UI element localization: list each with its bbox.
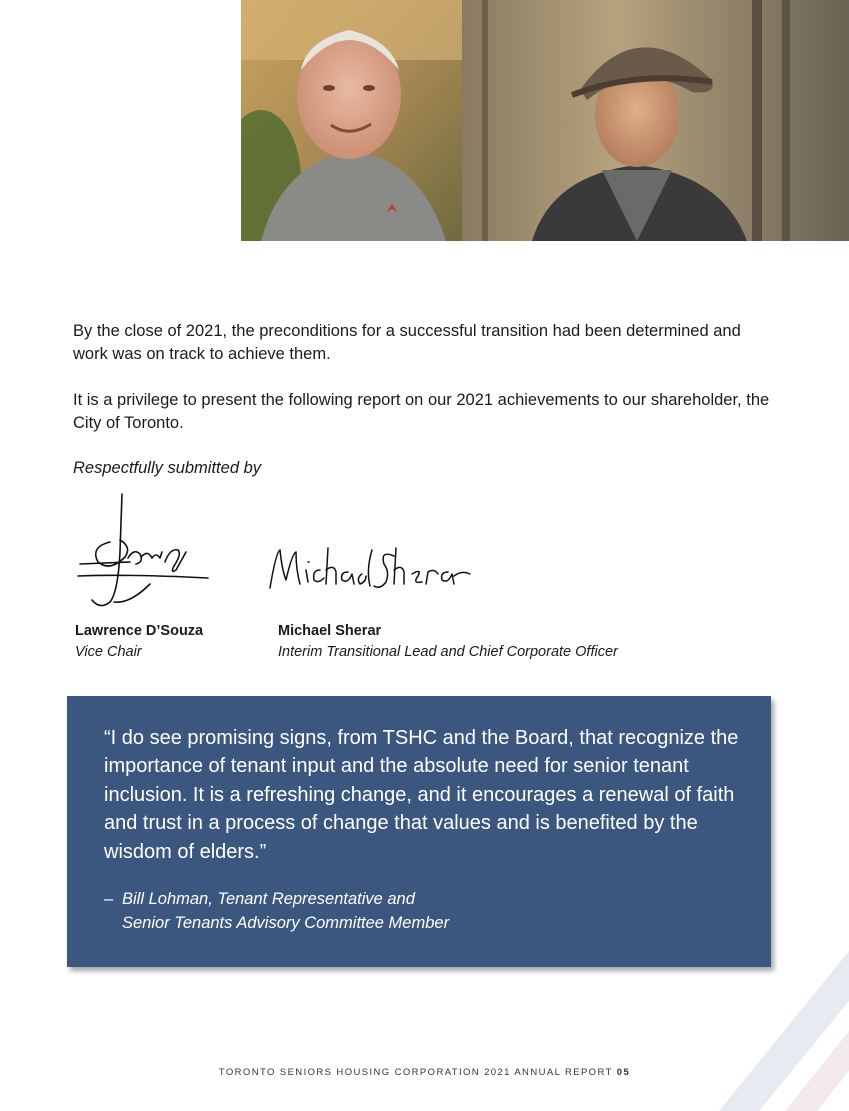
signature-lawrence-dsouza — [70, 492, 215, 614]
signature-michael-sherar — [262, 540, 482, 602]
respectfully-submitted-label: Respectfully submitted by — [73, 459, 262, 477]
body-paragraph-transition: By the close of 2021, the preconditions for a successful transition had been determined and work was on track to achieve them. — [73, 322, 741, 363]
body-paragraph-privilege: It is a privilege to present the following report on our 2021 achievements to our shareholder, the City of Toronto. — [73, 391, 770, 432]
attribution-line-2: Senior Tenants Advisory Committee Member — [122, 914, 450, 932]
photo-older-woman — [462, 0, 849, 241]
signatory-title-transitional-lead: Interim Transitional Lead and Chief Corporate Officer — [278, 644, 618, 660]
signatory-name-vice-chair: Lawrence D’Souza — [75, 623, 204, 639]
quote-text: “I do see promising signs, from TSHC and the Board, that recognize the importance of tenant input and the absolute need for senior tenant inclusion. It is a refreshing change, and it encourages a renewal of faith and trust in a process of change that values and is benefited by the wisdom of elders.” — [104, 727, 739, 863]
attribution-line-1: Bill Lohman, Tenant Representative and — [122, 890, 415, 908]
photo-older-man — [241, 0, 462, 241]
tenant-quote-box — [67, 696, 771, 967]
page-footer — [0, 1067, 849, 1078]
signatory-name-transitional-lead: Michael Sherar — [278, 623, 382, 639]
signatory-title-vice-chair: Vice Chair — [75, 644, 142, 660]
footer-report-title: TORONTO SENIORS HOUSING CORPORATION 2021 ANNUAL REPORT — [218, 1067, 613, 1078]
attribution-dash: – — [104, 890, 114, 908]
page-number: 05 — [616, 1067, 631, 1078]
